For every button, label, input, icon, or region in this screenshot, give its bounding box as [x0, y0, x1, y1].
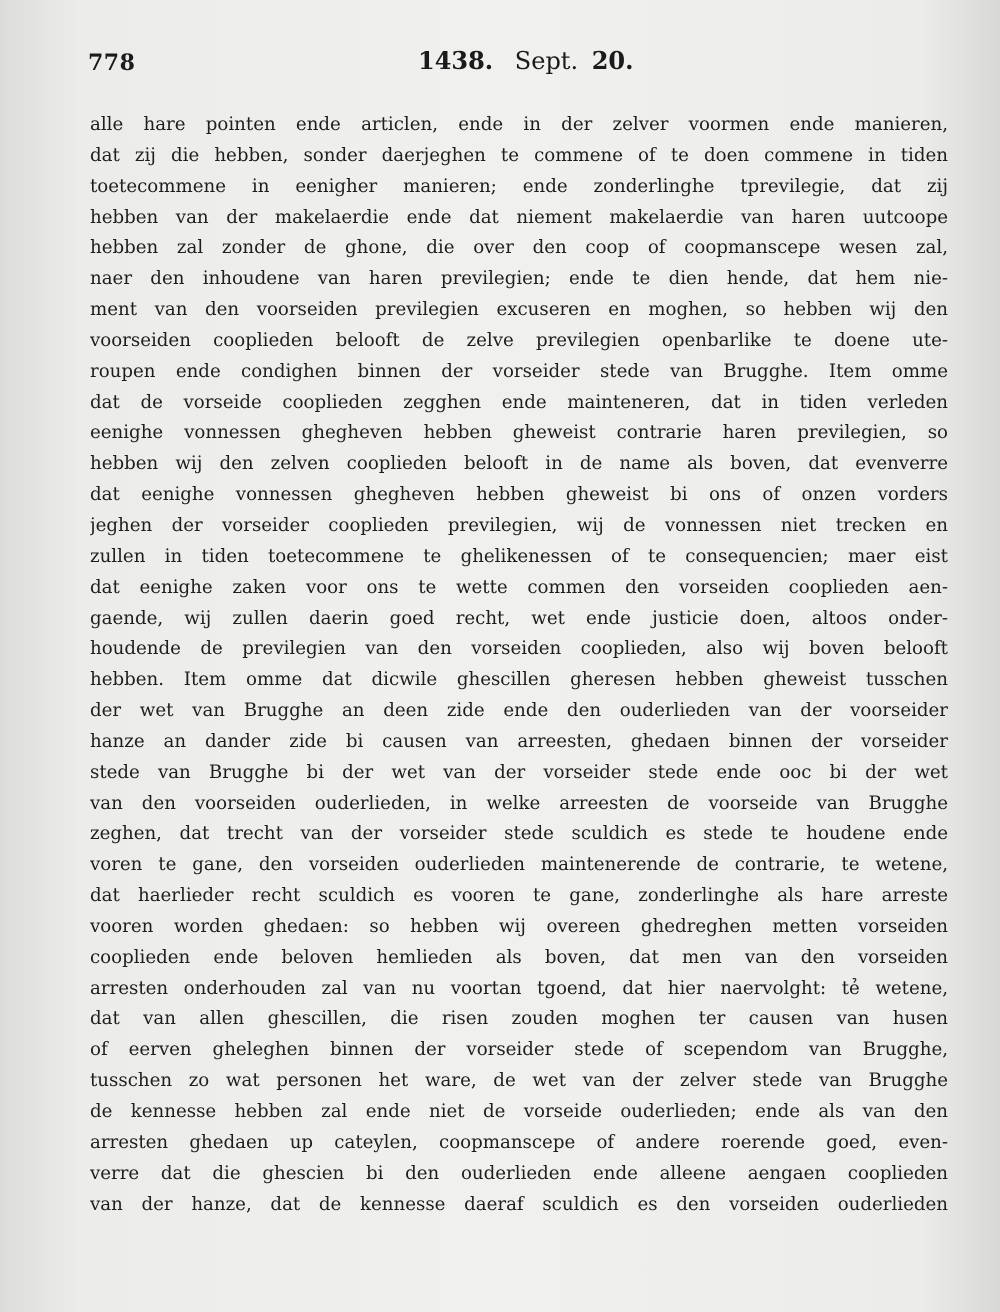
text-line: arresten ghedaen up cateylen, coopmanscepe of andere roerende goed, even-	[90, 1131, 948, 1153]
text-line: roupen ende condighen binnen der vorseider stede van Brugghe. Item omme	[90, 360, 948, 382]
text-line: eenighe vonnessen ghegheven hebben gheweist contrarie haren previlegien, so	[90, 422, 948, 444]
text-line: dat eenighe zaken voor ons te wette commen den vorseiden cooplieden aen-	[90, 576, 948, 598]
text-line: hanze an dander zide bi causen van arreesten, ghedaen binnen der vorseider	[90, 730, 948, 752]
text-line: dat van allen ghescillen, die risen zouden moghen ter causen van husen	[90, 1008, 948, 1030]
header-year: 1438.	[418, 46, 494, 75]
text-line: stede van Brugghe bi der wet van der vorseider stede ende ooc bi der wet	[90, 761, 948, 783]
text-line: dat haerlieder recht sculdich es vooren te gane, zonderlinghe als hare arreste	[90, 885, 948, 907]
text-line: ment van den voorseiden previlegien excuseren en moghen, so hebben wij den	[90, 299, 948, 321]
text-line: der wet van Brugghe an deen zide ende den ouderlieden van der voorseider	[90, 700, 948, 722]
text-line: dat eenighe vonnessen ghegheven hebben gheweist bi ons of onzen vorders	[90, 484, 948, 506]
running-head-date	[418, 46, 633, 75]
text-line: toetecommene in eenigher manieren; ende zonderlinghe tprevilegie, dat zij	[90, 175, 948, 197]
text-line: gaende, wij zullen daerin goed recht, wet ende justicie doen, altoos onder-	[90, 607, 948, 629]
text-line: hebben. Item omme dat dicwile ghescillen gheresen hebben gheweist tusschen	[90, 669, 948, 691]
text-line: zullen in tiden toetecommene te ghelikenessen of te consequencien; maer eist	[90, 545, 948, 567]
text-line: voorseiden cooplieden belooft de zelve previlegien openbarlike te doene ute-	[90, 329, 948, 351]
text-line: hebben zal zonder de ghone, die over den coop of coopmanscepe wesen zal,	[90, 237, 948, 259]
text-line: houdende de previlegien van den vorseiden cooplieden, also wij boven belooft	[90, 638, 948, 660]
body-text	[90, 110, 948, 1220]
text-line: vooren worden ghedaen: so hebben wij overeen ghedreghen metten vorseiden	[90, 915, 948, 937]
text-line: voren te gane, den vorseiden ouderlieden maintenerende de contrarie, te wetene,	[90, 854, 948, 876]
text-line: hebben van der makelaerdie ende dat niement makelaerdie van haren uutcoope	[90, 206, 948, 228]
text-line: dat de vorseide cooplieden zegghen ende mainteneren, dat in tiden verleden	[90, 391, 948, 413]
text-line: de kennesse hebben zal ende niet de vorseide ouderlieden; ende als van den	[90, 1101, 948, 1122]
text-line: alle hare pointen ende articlen, ende in der zelver voormen ende manieren,	[90, 114, 948, 135]
text-line: of eerven gheleghen binnen der vorseider stede of scependom van Brugghe,	[90, 1039, 948, 1061]
text-line: verre dat die ghescien bi den ouderlieden ende alleene aengaen cooplieden	[90, 1162, 948, 1184]
text-line: dat zij die hebben, sonder daerjeghen te commene of te doen commene in tiden	[90, 144, 948, 166]
page-number: 778	[88, 50, 136, 76]
text-line: naer den inhoudene van haren previlegien; ende te dien hende, dat hem nie-	[90, 268, 948, 290]
text-line: jeghen der vorseider cooplieden previlegien, wij de vonnessen niet trecken en	[90, 514, 948, 536]
text-line: van den voorseiden ouderlieden, in welke arreesten de voorseide van Brugghe	[90, 792, 948, 814]
text-line: hebben wij den zelven cooplieden belooft in de name als boven, dat evenverre	[90, 453, 948, 475]
running-header	[88, 46, 948, 80]
text-line: zeghen, dat trecht van der vorseider stede sculdich es stede te houdene ende	[90, 823, 948, 845]
text-line: van der hanze, dat de kennesse daeraf sculdich es den vorseiden ouderlieden	[90, 1193, 948, 1215]
header-day: 20.	[591, 46, 634, 75]
text-line: arresten onderhouden zal van nu voortan tgoend, dat hier naervolght: tẻ wetene,	[90, 977, 948, 999]
header-month: Sept.	[514, 47, 579, 75]
text-line: cooplieden ende beloven hemlieden als boven, dat men van den vorseiden	[90, 946, 948, 968]
text-line: tusschen zo wat personen het ware, de wet van der zelver stede van Brugghe	[90, 1070, 948, 1092]
